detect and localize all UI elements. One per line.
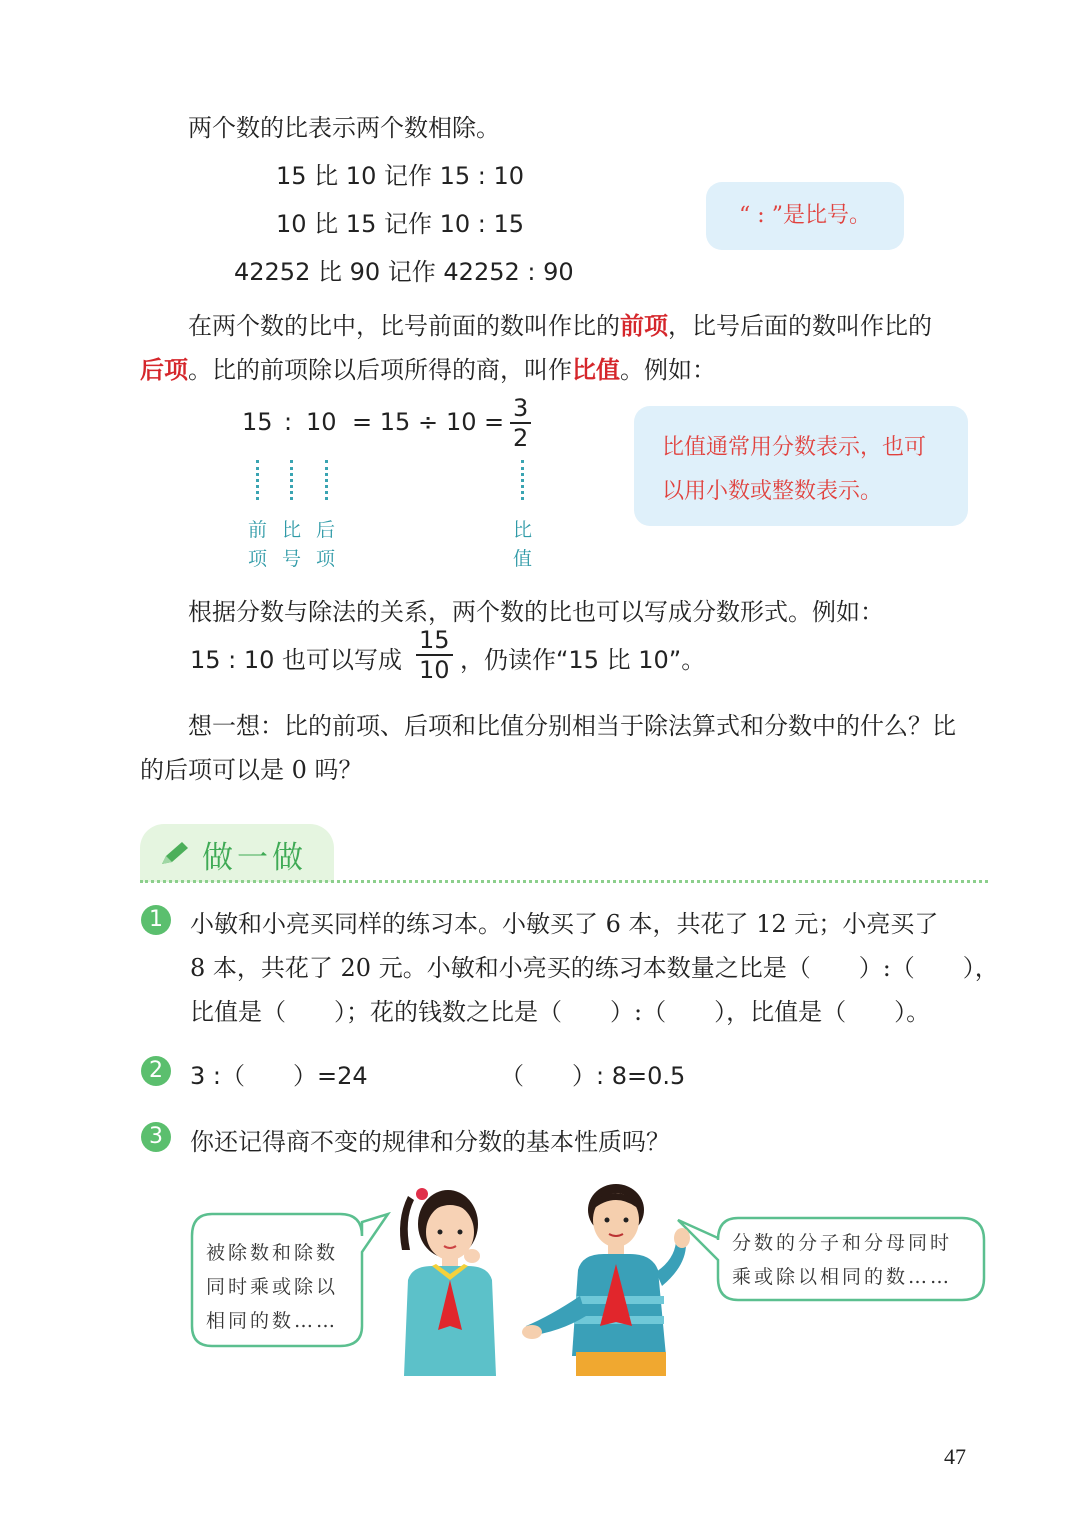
example-line-2: 10 比 15 记作 10 : 15: [276, 210, 525, 238]
practice-title: 做一做: [202, 840, 307, 876]
question-2-badge: 2: [141, 1056, 171, 1086]
fraction-form-line-2a: 15 : 10 也可以写成: [190, 646, 403, 674]
term-front: 前项: [620, 311, 668, 340]
fraction-numerator: 15: [416, 628, 453, 656]
label-sign: 比 号: [282, 519, 312, 570]
fraction-numerator: 3: [510, 396, 531, 424]
eq-equals-15: = 15: [352, 408, 411, 436]
boy-speech-text: 分数的分子和分母同时 乘或除以相同的数……: [732, 1232, 953, 1288]
example-line-3: 42252 比 90 记作 42252 : 90: [234, 258, 574, 286]
think-line-2: 的后项可以是 0 吗？: [140, 756, 363, 784]
note-line: 以用小数或整数表示。: [662, 479, 883, 504]
question-3-text: 你还记得商不变的规律和分数的基本性质吗？: [190, 1128, 670, 1156]
practice-divider: [140, 880, 988, 883]
colon-note-text: “ : ”是比号。: [739, 203, 871, 228]
fraction-denominator: 10: [419, 656, 450, 684]
definition-text: 在两个数的比中，比号前面的数叫作比的: [188, 312, 620, 340]
eq-divide: ÷: [418, 408, 439, 436]
definition-line-1: [188, 306, 932, 341]
question-3-badge: 3: [141, 1122, 171, 1152]
eq-colon: :: [284, 408, 293, 436]
pointer-dots-front: [256, 460, 259, 500]
pointer-dots-sign: [290, 460, 293, 500]
fraction-form-line-1: 根据分数与除法的关系，两个数的比也可以写成分数形式。例如：: [188, 598, 884, 626]
eq-back-term: 10: [306, 408, 337, 436]
page-number: 47: [944, 1444, 966, 1469]
label-back: 后 项: [316, 519, 346, 570]
definition-line-2: [140, 350, 716, 385]
pointer-dots-back: [325, 460, 328, 500]
eq-divisor: 10: [446, 408, 477, 436]
girl-speech-text: 被除数和除数 同时乘或除以 相同的数……: [206, 1242, 339, 1332]
fraction-form-line-2b: ，仍读作“15 比 10”。: [460, 646, 706, 674]
eq-equals: =: [484, 408, 505, 436]
term-value: 比值: [572, 355, 620, 384]
question-1-line-2: 8 本，共花了 20 元。小敏和小亮买的练习本数量之比是（ ）:（ ），: [190, 954, 999, 982]
label-value: 比 值: [513, 519, 543, 570]
label-front: 前 项: [248, 519, 278, 570]
pencil-icon: [158, 840, 190, 868]
girl-illustration: [392, 1180, 516, 1376]
question-2-b: （ ）: 8=0.5: [500, 1062, 686, 1090]
definition-text: ，比号后面的数叫作比的: [668, 312, 932, 340]
fraction-15-10: [416, 628, 453, 682]
think-line-1: 想一想：比的前项、后项和比值分别相当于除法算式和分数中的什么？比: [188, 712, 956, 740]
question-1-badge: 1: [141, 905, 171, 935]
example-line-1: 15 比 10 记作 15 : 10: [276, 162, 525, 190]
definition-text: 。例如：: [620, 356, 716, 384]
question-1-line-1: 小敏和小亮买同样的练习本。小敏买了 6 本，共花了 12 元；小亮买了: [190, 910, 939, 938]
pointer-dots-value: [521, 460, 524, 500]
boy-illustration: [520, 1176, 696, 1376]
practice-header: [140, 824, 334, 882]
intro-line: 两个数的比表示两个数相除。: [188, 114, 500, 142]
fraction-denominator: 2: [513, 424, 529, 452]
question-1-line-3: 比值是（ ）；花的钱数之比是（ ）:（ ），比值是（ ）。: [190, 998, 931, 1026]
colon-note-bubble: [706, 182, 904, 250]
note-line: 比值通常用分数表示，也可: [662, 435, 927, 460]
question-2-a: 3 :（ ）=24: [190, 1062, 368, 1090]
ratio-value-note-bubble: [634, 406, 968, 526]
term-back: 后项: [140, 355, 188, 384]
eq-front-term: 15: [242, 408, 273, 436]
definition-text: 。比的前项除以后项所得的商，叫作: [188, 356, 572, 384]
eq-ratio-value-fraction: [510, 396, 531, 450]
